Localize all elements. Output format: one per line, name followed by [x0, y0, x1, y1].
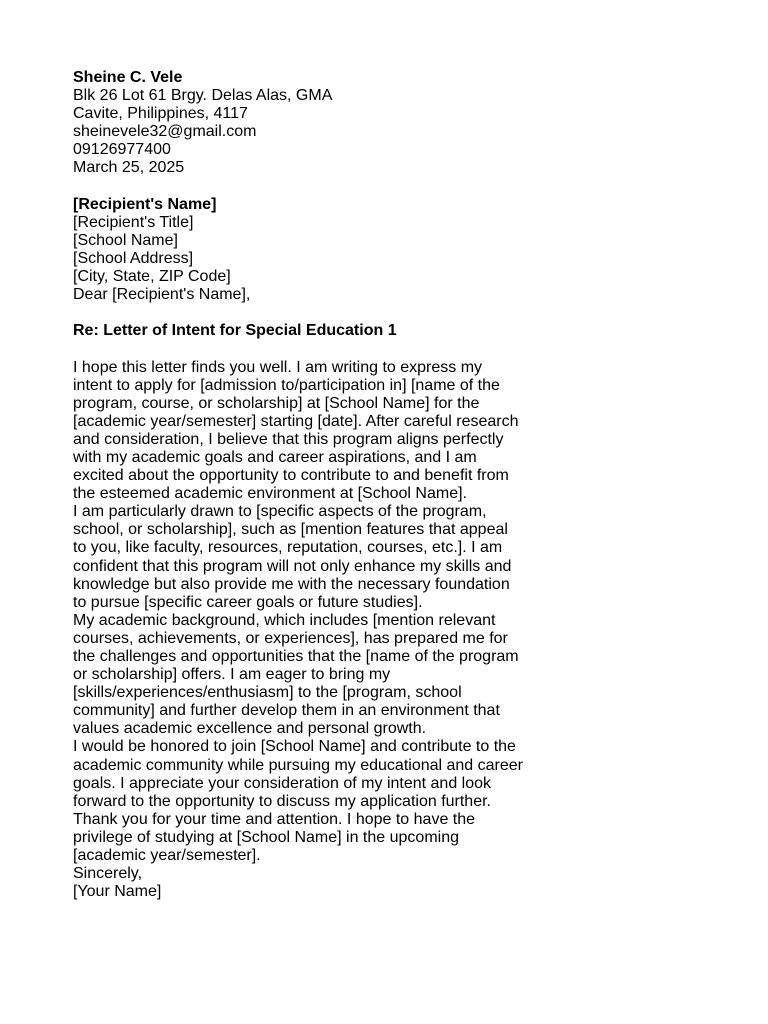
body-line: privilege of studying at [School Name] in the upcoming [73, 828, 459, 846]
body-line: [academic year/semester] starting [date]. After careful research [73, 412, 519, 430]
body-line: values academic excellence and personal growth. [73, 720, 427, 738]
body-line: to pursue [specific career goals or future studies]. [73, 593, 423, 611]
body-line: forward to the opportunity to discuss my application further. [73, 792, 491, 810]
spacer [73, 304, 553, 322]
recipient-title: [Recipient's Title] [73, 213, 194, 231]
recipient-name: [Recipient's Name] [73, 195, 217, 213]
sender-email: sheinevele32@gmail.com [73, 123, 257, 141]
spacer [73, 178, 553, 196]
body-line: intent to apply for [admission to/participation in] [name of the [73, 376, 500, 394]
recipient-address: [School Address] [73, 249, 194, 267]
body-line: [skills/experiences/enthusiasm] to the [program, school [73, 684, 462, 702]
body-line: excited about the opportunity to contribute to and benefit from [73, 467, 509, 485]
body-line: I would be honored to join [School Name] and contribute to the [73, 738, 516, 756]
sender-block [73, 69, 553, 178]
sender-phone: 09126977400 [73, 141, 171, 159]
letter-body [73, 359, 553, 866]
body-line: the esteemed academic environment at [School Name]. [73, 485, 467, 503]
body-line: I am particularly drawn to [specific aspects of the program, [73, 503, 487, 521]
body-line: or scholarship] offers. I am eager to bring my [73, 666, 391, 684]
body-line: program, course, or scholarship] at [School Name] for the [73, 394, 480, 412]
signature: [Your Name] [73, 883, 162, 901]
body-line: My academic background, which includes [mention relevant [73, 611, 496, 629]
spacer [73, 340, 553, 358]
sender-address-line1: Blk 26 Lot 61 Brgy. Delas Alas, GMA [73, 87, 333, 105]
sender-address-line2: Cavite, Philippines, 4117 [73, 105, 248, 123]
body-line: to you, like faculty, resources, reputation, courses, etc.]. I am [73, 539, 503, 557]
body-line: I hope this letter finds you well. I am writing to express my [73, 358, 483, 376]
body-line: academic community while pursuing my educational and career [73, 756, 523, 774]
letter-date: March 25, 2025 [73, 159, 185, 177]
body-line: goals. I appreciate your consideration of my intent and look [73, 774, 492, 792]
subject-line: Re: Letter of Intent for Special Education 1 [73, 322, 397, 340]
body-line: [academic year/semester]. [73, 847, 261, 865]
body-line: confident that this program will not only enhance my skills and [73, 557, 512, 575]
body-line: and consideration, I believe that this program aligns perfectly [73, 430, 504, 448]
body-line: school, or scholarship], such as [mention features that appeal [73, 521, 508, 539]
body-line: community] and further develop them in an environment that [73, 702, 500, 720]
recipient-block [73, 196, 553, 305]
letter-page [73, 69, 553, 901]
body-line: knowledge but also provide me with the necessary foundation [73, 575, 510, 593]
body-line: the challenges and opportunities that the [name of the program [73, 648, 519, 665]
closing: Sincerely, [73, 865, 143, 883]
recipient-school: [School Name] [73, 231, 178, 249]
body-line: Thank you for your time and attention. I hope to have the [73, 810, 476, 828]
sender-name: Sheine C. Vele [73, 69, 183, 86]
salutation: Dear [Recipient's Name], [73, 286, 251, 304]
body-line: courses, achievements, or experiences], has prepared me for [73, 629, 508, 647]
body-line: with my academic goals and career aspirations, and I am [73, 448, 477, 466]
recipient-city: [City, State, ZIP Code] [73, 268, 231, 286]
